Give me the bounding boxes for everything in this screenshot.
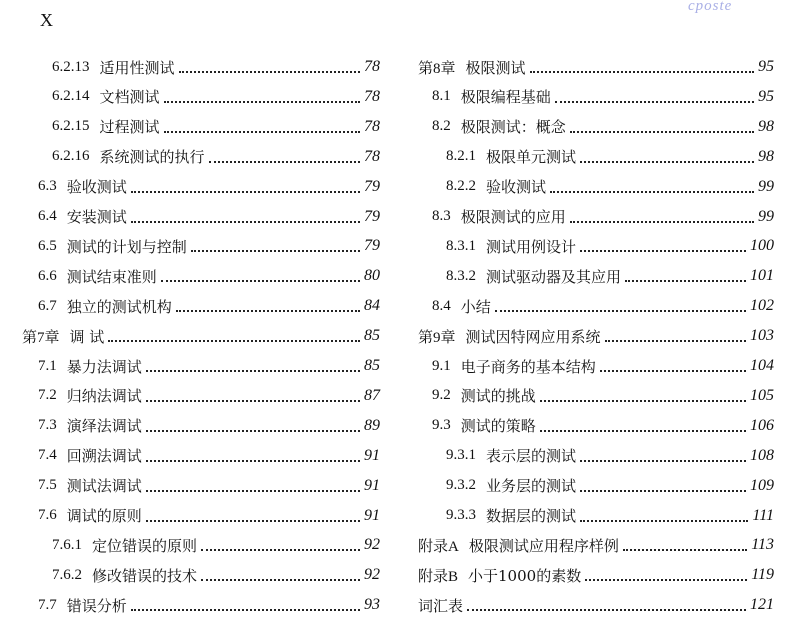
toc-entry[interactable]: [52, 55, 380, 79]
toc-entry-title: 过程测试: [99, 118, 160, 137]
toc-entry-page: 104: [750, 357, 774, 374]
toc-entry[interactable]: [38, 444, 380, 468]
toc-entry-title: 调试的原则: [66, 507, 142, 525]
toc-entry-page: 91: [364, 476, 380, 494]
toc-entry-page: 99: [758, 177, 774, 195]
toc-entry-number: 8.3.1: [446, 237, 476, 254]
dot-leader: [605, 340, 746, 342]
toc-entry-title: 极限编程基础: [460, 88, 551, 107]
toc-entry-title: 测试用例设计: [486, 237, 577, 256]
toc-entry[interactable]: [418, 563, 774, 587]
toc-entry-title: 调 试: [69, 327, 105, 346]
toc-entry-number: 附录B: [418, 568, 459, 585]
toc-entry[interactable]: [38, 504, 380, 528]
toc-entry-page: 78: [364, 147, 380, 165]
dot-leader: [146, 520, 360, 522]
toc-entry-number: 7.6.1: [52, 536, 82, 553]
toc-entry-number: 7.4: [38, 447, 57, 464]
dot-leader: [201, 579, 360, 581]
toc-entry[interactable]: [446, 234, 774, 258]
toc-entry-page: 89: [364, 416, 380, 434]
toc-entry-number: 6.5: [38, 237, 57, 254]
dot-leader: [570, 131, 754, 133]
toc-entry-title: 文档测试: [99, 88, 160, 107]
toc-entry-number: 6.3: [38, 178, 57, 195]
dot-leader: [570, 221, 754, 223]
toc-entry[interactable]: [432, 354, 774, 378]
toc-entry-title: 表示层的测试: [486, 447, 577, 466]
toc-entry-number: 7.6: [38, 507, 57, 523]
dot-leader: [209, 161, 360, 163]
dot-leader: [585, 579, 747, 581]
toc-entry-number: 7.1: [38, 357, 57, 374]
toc-entry-page: 109: [750, 476, 774, 494]
toc-entry-title: 电子商务的基本结构: [460, 357, 596, 376]
toc-entry-page: 108: [750, 446, 774, 464]
toc-entry-page: 84: [364, 297, 380, 315]
toc-entry[interactable]: [446, 175, 774, 199]
dot-leader: [164, 131, 360, 133]
toc-entry-page: 79: [364, 177, 380, 195]
dot-leader: [164, 101, 360, 103]
toc-entry-page: 91: [364, 446, 380, 464]
dot-leader: [555, 101, 754, 103]
dot-leader: [580, 520, 748, 522]
toc-entry-page: 91: [364, 506, 380, 524]
toc-entry[interactable]: [38, 384, 380, 408]
dot-leader: [131, 609, 360, 611]
toc-entry-number: 9.2: [432, 387, 451, 404]
toc-entry[interactable]: [38, 234, 380, 258]
toc-entry-title: 测试驱动器及其应用: [486, 267, 622, 286]
toc-entry-page: 111: [752, 506, 774, 524]
toc-entry-title: 测试因特网应用系统: [465, 327, 601, 346]
toc-entry[interactable]: [446, 504, 774, 528]
watermark-stamp: cposte: [688, 0, 733, 14]
toc-entry-number: 8.2.1: [446, 148, 476, 165]
toc-entry-number: 6.2.16: [52, 148, 90, 165]
toc-entry-number: 6.7: [38, 297, 57, 314]
dot-leader: [580, 490, 746, 492]
toc-entry-page: 121: [750, 596, 774, 614]
toc-entry-page: 95: [758, 87, 774, 105]
toc-entry-number: 6.2.15: [52, 118, 90, 135]
dot-leader: [600, 370, 746, 372]
toc-entry-number: 第7章: [22, 329, 60, 346]
dot-leader: [540, 430, 746, 432]
toc-entry-title: 演绎法调试: [66, 417, 142, 436]
toc-entry-title: 暴力法调试: [66, 357, 142, 376]
toc-entry-page: 100: [750, 237, 774, 255]
toc-entry-number: 7.3: [38, 417, 57, 434]
toc-entry-title: 独立的测试机构: [66, 297, 172, 316]
toc-entry[interactable]: [446, 264, 774, 288]
toc-entry-title: 错误分析: [66, 596, 127, 615]
toc-entry-page: 85: [364, 327, 380, 345]
toc-entry-page: 79: [364, 207, 380, 225]
toc-entry-title: 定位错误的原则: [92, 536, 198, 555]
toc-entry-title: 测试的挑战: [460, 387, 536, 406]
dot-leader: [530, 71, 754, 73]
toc-entry-number: 9.3: [432, 417, 451, 434]
toc-entry-page: 105: [750, 386, 774, 404]
toc-entry[interactable]: [38, 474, 380, 498]
toc-entry[interactable]: [446, 474, 774, 498]
toc-entry[interactable]: [432, 414, 774, 438]
toc-entry-number: 8.1: [432, 88, 451, 105]
toc-entry-title: 业务层的测试: [486, 477, 577, 496]
toc-entry[interactable]: [52, 563, 380, 587]
toc-entry-number: 7.5: [38, 477, 57, 494]
dot-leader: [146, 370, 360, 372]
dot-leader: [146, 430, 360, 432]
toc-entry-page: 93: [364, 596, 380, 614]
dot-leader: [550, 191, 754, 193]
toc-entry[interactable]: [418, 533, 774, 557]
toc-entry-number: 7.7: [38, 596, 57, 613]
toc-entry-page: 78: [364, 87, 380, 105]
dot-leader: [108, 340, 360, 342]
toc-entry-title: 适用性测试: [99, 58, 175, 77]
toc-entry-title: 小于1000的素数: [468, 566, 582, 585]
toc-entry[interactable]: [432, 205, 774, 229]
toc-entry-title: 小结: [460, 297, 491, 316]
toc-entry-page: 85: [364, 357, 380, 374]
toc-entry[interactable]: [38, 175, 380, 199]
toc-entry-page: 79: [364, 237, 380, 255]
toc-entry-number: 6.6: [38, 267, 57, 284]
toc-entry[interactable]: [22, 324, 380, 348]
toc-entry-page: 78: [364, 58, 380, 75]
toc-entry[interactable]: [38, 354, 380, 378]
toc-entry-title: 修改错误的技术: [92, 566, 198, 585]
toc-entry-number: 附录A: [418, 538, 459, 555]
toc-entry-title: 极限测试的应用: [460, 208, 566, 226]
toc-entry-title: 归纳法调试: [66, 387, 142, 406]
toc-entry[interactable]: [52, 115, 380, 139]
page-number-mark: X: [40, 10, 53, 30]
toc-entry-title: 极限测试: [465, 58, 526, 77]
dot-leader: [623, 549, 747, 551]
toc-entry[interactable]: [418, 593, 774, 617]
toc-entry[interactable]: [38, 294, 380, 318]
toc-entry-number: 8.2: [432, 118, 451, 135]
toc-entry-page: 119: [751, 566, 774, 584]
toc-entry-number: 8.3: [432, 208, 451, 224]
toc-entry-page: 80: [364, 267, 380, 285]
toc-entry-title: 数据层的测试: [486, 507, 577, 525]
toc-entry-number: 8.4: [432, 297, 451, 314]
dot-leader: [495, 310, 746, 312]
dot-leader: [201, 549, 360, 551]
toc-entry-number: 8.2.2: [446, 178, 476, 195]
toc-entry-page: 102: [750, 297, 774, 315]
toc-entry-title: 测试的计划与控制: [66, 237, 187, 256]
toc-entry-page: 106: [750, 416, 774, 434]
toc-entry-number: 第8章: [418, 60, 456, 77]
toc-entry-number: 9.3.2: [446, 477, 476, 494]
toc-entry-title: 验收测试: [486, 178, 547, 197]
toc-entry-title: 系统测试的执行: [99, 148, 205, 167]
dot-leader: [131, 221, 360, 223]
toc-entry-number: 7.2: [38, 387, 57, 404]
toc-entry[interactable]: [432, 294, 774, 318]
toc-entry-page: 92: [364, 536, 380, 554]
dot-leader: [580, 161, 754, 163]
toc-entry[interactable]: [418, 55, 774, 79]
dot-leader: [146, 490, 360, 492]
dot-leader: [161, 280, 360, 282]
dot-leader: [146, 460, 360, 462]
toc-entry[interactable]: [52, 85, 380, 109]
dot-leader: [146, 400, 360, 402]
toc-entry-page: 101: [750, 267, 774, 285]
toc-entry-title: 极限测试：概念: [460, 118, 566, 137]
toc-entry-number: 9.1: [432, 357, 451, 374]
toc-entry-number: 8.3.2: [446, 267, 476, 284]
toc-entry-number: 7.6.2: [52, 566, 82, 583]
dot-leader: [625, 280, 746, 282]
toc-entry-number: 6.2.14: [52, 88, 90, 105]
toc-entry-title: 测试法调试: [66, 477, 142, 496]
toc-entry-title: 极限测试应用程序样例: [468, 536, 619, 555]
toc-entry[interactable]: [432, 384, 774, 408]
toc-entry[interactable]: [52, 533, 380, 557]
toc-entry-title: 词汇表: [418, 596, 464, 615]
toc-entry-number: 9.3.3: [446, 507, 476, 523]
toc-entry-page: 87: [364, 386, 380, 404]
toc-entry[interactable]: [38, 414, 380, 438]
toc-entry-page: 98: [758, 147, 774, 165]
toc-entry-title: 验收测试: [66, 178, 127, 197]
toc-entry[interactable]: [38, 205, 380, 229]
dot-leader: [580, 250, 746, 252]
toc-entry-page: 95: [758, 58, 774, 75]
dot-leader: [179, 71, 360, 73]
dot-leader: [467, 609, 746, 611]
toc-entry-title: 安装测试: [66, 208, 127, 226]
toc-entry-page: 92: [364, 566, 380, 584]
toc-entry-page: 99: [758, 207, 774, 225]
dot-leader: [540, 400, 746, 402]
toc-entry[interactable]: [446, 444, 774, 468]
toc-entry-title: 测试的策略: [460, 417, 536, 436]
toc-entry[interactable]: [418, 324, 774, 348]
dot-leader: [131, 191, 360, 193]
toc-entry-number: 9.3.1: [446, 447, 476, 464]
toc-entry-page: 103: [750, 327, 774, 345]
toc-entry[interactable]: [432, 85, 774, 109]
toc-entry-page: 98: [758, 117, 774, 135]
toc-entry-number: 6.2.13: [52, 58, 90, 75]
toc-entry[interactable]: [52, 145, 380, 169]
dot-leader: [580, 460, 746, 462]
toc-entry-page: 78: [364, 117, 380, 135]
toc-entry[interactable]: [38, 593, 380, 617]
toc-entry[interactable]: [38, 264, 380, 288]
toc-entry-title: 测试结束准则: [66, 267, 157, 286]
toc-entry-title: 极限单元测试: [486, 148, 577, 167]
toc-entry[interactable]: [446, 145, 774, 169]
toc-entry-number: 第9章: [418, 329, 456, 346]
dot-leader: [191, 250, 360, 252]
toc-entry-title: 回溯法调试: [66, 447, 142, 466]
dot-leader: [176, 310, 360, 312]
toc-entry-number: 6.4: [38, 208, 57, 224]
toc-entry[interactable]: [432, 115, 774, 139]
toc-entry-page: 113: [751, 536, 774, 554]
